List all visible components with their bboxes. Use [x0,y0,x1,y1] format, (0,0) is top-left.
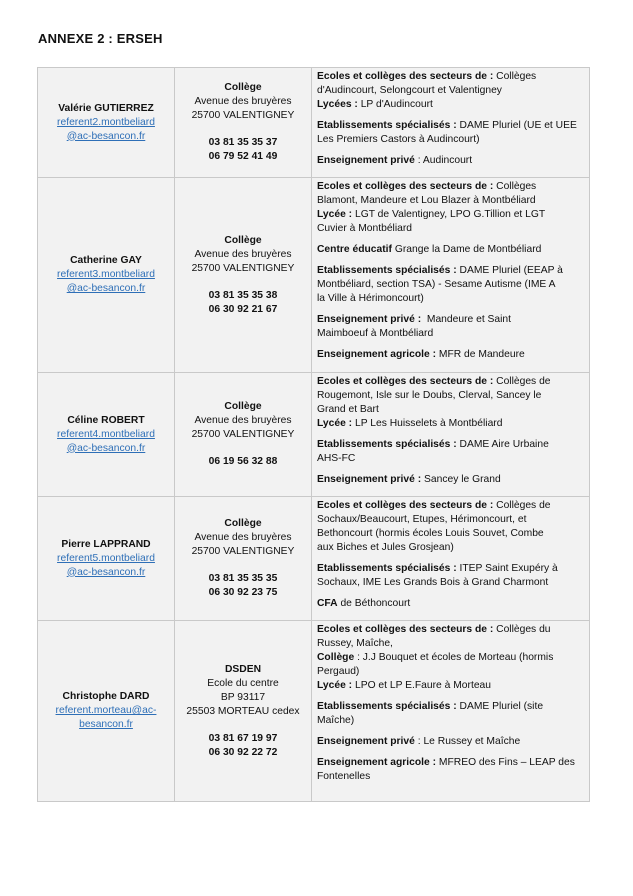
sector-text: : Audincourt [414,155,473,166]
sectors-cell [312,68,590,178]
table-row [38,373,590,497]
sector-line [317,348,585,362]
address-line: Avenue des bruyères [194,248,292,260]
sector-line [317,70,585,84]
sector-line [317,473,585,487]
sector-line [317,714,585,728]
sector-line [317,313,585,327]
address-cell [175,497,312,621]
sector-label: CFA [317,598,338,609]
sector-text: Montbéliard, section TSA) - Sesame Autisme (IME A [317,279,556,290]
table-row [38,178,590,373]
contact-cell [38,497,175,621]
email-link[interactable] [38,428,174,456]
sector-line [317,403,585,417]
sector-label: Etablissements spécialisés : [317,701,457,712]
sector-text: Collèges du [493,624,551,635]
sector-text: Collèges [493,181,537,192]
contact-cell [38,373,175,497]
sector-paragraph [317,735,585,749]
email-link-line: @ac-besancon.fr [66,130,146,142]
address-line: 25503 MORTEAU cedex [186,705,300,717]
sector-text: Mandeure et Saint [421,314,512,325]
sector-label: Ecoles et collèges des secteurs de : [317,624,494,635]
sector-paragraph [317,438,585,466]
email-link[interactable] [38,268,174,296]
email-link-line: @ac-besancon.fr [66,566,146,578]
sector-line [317,417,585,431]
email-link[interactable] [38,704,174,732]
address-line: 25700 VALENTIGNEY [191,262,295,274]
sector-text: LP Les Huisselets à Montbéliard [352,418,503,429]
phone-numbers [175,289,311,317]
phone-numbers [175,455,311,469]
email-link-line: referent.morteau@ac- [55,705,157,716]
sector-line [317,327,585,341]
sector-label: Ecoles et collèges des secteurs de : [317,181,494,192]
sector-label: Ecoles et collèges des secteurs de : [317,71,494,82]
phone-number: 03 81 67 19 97 [208,732,278,744]
sector-paragraph [317,243,585,257]
sector-line [317,499,585,513]
sector-text: LPO et LP E.Faure à Morteau [352,680,492,691]
table-row [38,621,590,802]
sector-text: AHS-FC [317,453,356,464]
contact-name: Pierre LAPPRAND [61,538,151,550]
address-line: BP 93117 [220,691,266,703]
sector-text: DAME Pluriel (site [456,701,544,712]
sector-text: Grange la Dame de Montbéliard [391,244,542,255]
sector-label: Enseignement privé [317,736,415,747]
table-row [38,68,590,178]
address-line: Avenue des bruyères [194,96,292,107]
sector-line [317,98,585,112]
sector-text: ITEP Saint Exupéry à [456,563,558,574]
sector-text: Fontenelles [317,771,371,782]
sector-label: Ecoles et collèges des secteurs de : [317,500,494,511]
sectors-cell [312,178,590,373]
sector-text: d'Audincourt, Selongcourt et Valentigney [317,85,502,96]
sector-text: Bethoncourt (hormis écoles Louis Souvet, Combe [317,528,544,539]
sector-label: Enseignement agricole : [317,349,437,360]
sector-text: Russey, Maîche, [317,638,393,649]
sector-line [317,700,585,714]
sector-text: Sancey le Grand [421,474,501,485]
sector-label: Ecoles et collèges des secteurs de : [317,376,494,387]
sectors-cell [312,621,590,802]
email-link[interactable] [38,116,174,144]
sector-line [317,452,585,466]
phone-number: 06 30 92 23 75 [208,587,278,598]
sector-line [317,264,585,278]
sector-label: Enseignement privé : [317,314,422,325]
sector-line [317,208,585,222]
sector-paragraph [317,264,585,306]
sector-paragraph [317,756,585,784]
organization-name: DSDEN [224,663,262,675]
sector-text: Blamont, Mandeure et Lou Blazer à Montbéliard [317,195,536,206]
address-line: 25700 VALENTIGNEY [191,110,295,121]
organization-name: Collège [224,518,262,529]
contact-cell [38,621,175,802]
sector-line [317,154,585,168]
sector-text: LP d'Audincourt [357,99,433,110]
email-link-line: referent2.montbeliard [57,116,155,128]
contact-cell [38,178,175,373]
organization-name: Collège [224,82,262,93]
email-link-line: referent4.montbeliard [57,428,155,440]
sector-text: Sochaux, IME Les Grands Bois à Grand Charmont [317,577,549,588]
sector-text: DAME Pluriel (EEAP à [456,265,563,276]
sector-line [317,180,585,194]
sector-line [317,278,585,292]
phone-number: 06 30 92 22 72 [208,746,278,758]
sector-paragraph [317,473,585,487]
sector-line [317,243,585,257]
sector-text: Les Premiers Castors à Audincourt) [317,134,480,145]
address-cell [175,68,312,178]
page-title: ANNEXE 2 : ERSEH [38,31,163,46]
table-row [38,497,590,621]
phone-number: 06 19 56 32 88 [208,456,278,467]
sector-label: Enseignement privé [317,155,415,166]
contact-cell [38,68,175,178]
sector-line [317,562,585,576]
sector-paragraph [317,348,585,362]
sector-line [317,651,585,665]
address-line: 25700 VALENTIGNEY [191,546,295,557]
phone-numbers [175,732,311,760]
sector-paragraph [317,597,585,611]
email-link-line: @ac-besancon.fr [66,442,146,454]
contact-name: Christophe DARD [62,691,150,702]
organization-name: Collège [224,401,262,412]
sector-line [317,527,585,541]
sector-line [317,541,585,555]
sector-paragraph [317,562,585,590]
sector-line [317,438,585,452]
contact-name: Catherine GAY [70,255,142,266]
sector-text: : J.J Bouquet et écoles de Morteau (hormis [354,652,554,663]
sector-line [317,735,585,749]
sector-paragraph [317,375,585,431]
email-link-line: @ac-besancon.fr [66,283,146,294]
sector-label: Collège [317,652,355,663]
sector-line [317,119,585,133]
sector-label: Centre éducatif [317,244,392,255]
sector-paragraph [317,700,585,728]
email-link-line: referent5.montbeliard [57,552,155,564]
phone-number: 06 30 92 21 67 [208,303,278,315]
phone-number: 03 81 35 35 37 [208,137,278,148]
sector-label: Enseignement agricole : [317,757,437,768]
sector-text: la Ville à Hérimoncourt) [317,293,424,304]
sector-text: aux Biches et Jules Grosjean) [317,542,454,553]
sector-line [317,756,585,770]
sector-text: Maîche) [317,715,355,726]
sector-text: MFREO des Fins – LEAP des [436,757,575,768]
contacts-table [37,67,590,802]
sector-text: MFR de Mandeure [436,349,525,360]
phone-numbers [175,572,311,600]
sector-paragraph [317,119,585,147]
sector-label: Lycée : [317,680,353,691]
sector-line [317,665,585,679]
address-cell [175,178,312,373]
contact-name: Céline ROBERT [67,414,145,426]
sector-paragraph [317,180,585,236]
email-link-line: referent3.montbeliard [57,269,155,280]
phone-number: 03 81 35 35 38 [208,289,278,301]
sector-text: Collèges [493,71,537,82]
sector-line [317,84,585,98]
sector-label: Etablissements spécialisés : [317,563,457,574]
sector-text: LGT de Valentigney, LPO G.Tillion et LGT [352,209,546,220]
sector-line [317,623,585,637]
phone-numbers [175,136,311,164]
address-line: 25700 VALENTIGNEY [191,429,295,440]
sector-text: : Le Russey et Maîche [414,736,521,747]
sector-text: Sochaux/Beaucourt, Etupes, Hérimoncourt, et [317,514,527,525]
phone-number: 06 79 52 41 49 [208,151,278,162]
contact-name: Valérie GUTIERREZ [58,102,154,114]
address-line: Avenue des bruyères [194,532,292,543]
sector-text: Cuvier à Montbéliard [317,223,413,234]
sector-label: Lycée : [317,209,353,220]
sector-line [317,770,585,784]
sector-line [317,576,585,590]
email-link[interactable] [38,552,174,580]
sector-label: Lycée : [317,418,353,429]
sector-line [317,133,585,147]
sector-paragraph [317,313,585,341]
sector-text: Collèges de [493,376,551,387]
sector-line [317,679,585,693]
phone-number: 03 81 35 35 35 [208,573,278,584]
sector-label: Etablissements spécialisés : [317,265,457,276]
sector-text: de Béthoncourt [337,598,411,609]
email-link-line: besancon.fr [79,719,133,730]
sector-line [317,597,585,611]
sector-line [317,375,585,389]
sector-paragraph [317,499,585,555]
address-cell [175,621,312,802]
sector-text: DAME Pluriel (UE et UEE [456,120,577,131]
sector-text: Collèges de [493,500,551,511]
address-cell [175,373,312,497]
sector-paragraph [317,70,585,112]
sectors-cell [312,497,590,621]
sector-line [317,513,585,527]
sector-text: Pergaud) [317,666,360,677]
sector-line [317,194,585,208]
address-line: Avenue des bruyères [194,415,292,426]
sector-line [317,292,585,306]
sector-line [317,389,585,403]
sector-label: Lycées : [317,99,358,110]
sector-paragraph [317,623,585,693]
sector-label: Etablissements spécialisés : [317,439,457,450]
sector-line [317,222,585,236]
organization-name: Collège [224,234,262,246]
address-line: Ecole du centre [207,677,279,689]
sector-label: Enseignement privé : [317,474,422,485]
sector-text: Grand et Bart [317,404,379,415]
sectors-cell [312,373,590,497]
sector-paragraph [317,154,585,168]
sector-text: DAME Aire Urbaine [456,439,549,450]
sector-text: Maimboeuf à Montbéliard [317,328,434,339]
sector-text: Rougemont, Isle sur le Doubs, Clerval, Sancey le [317,390,542,401]
sector-label: Etablissements spécialisés : [317,120,457,131]
sector-line [317,637,585,651]
